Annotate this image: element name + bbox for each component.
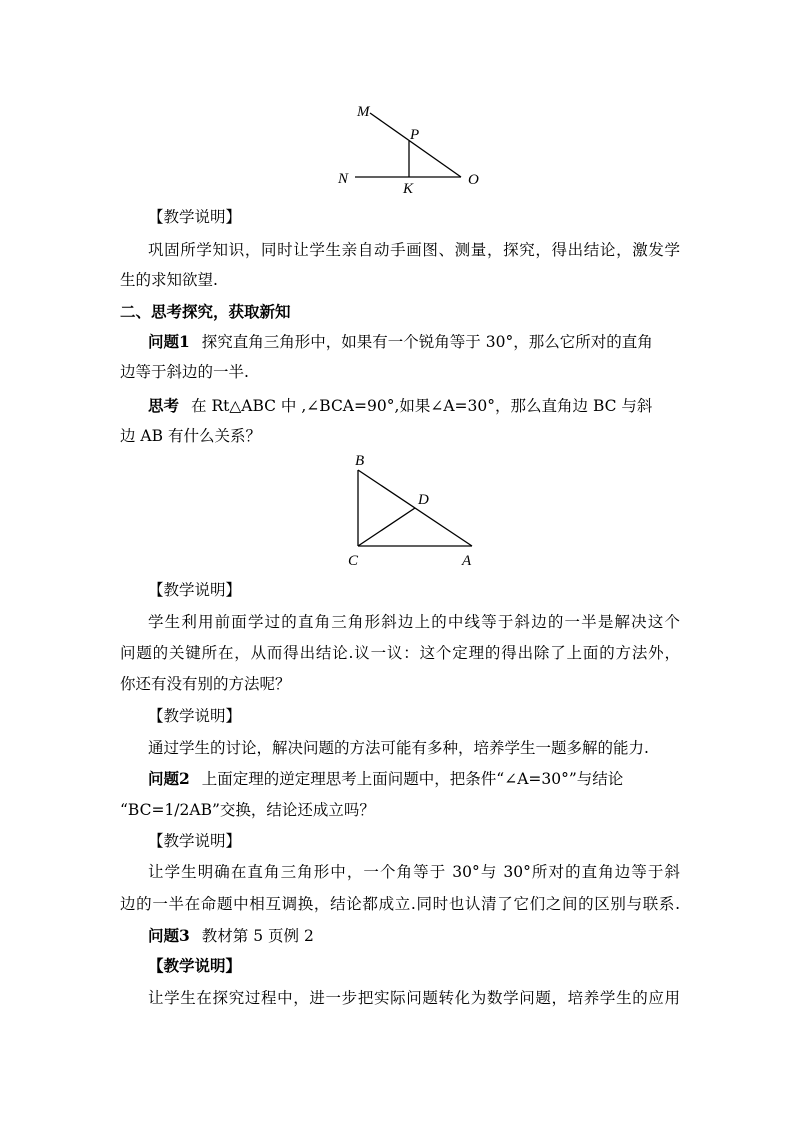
question-text: 探究直角三角形中，如果有一个锐角等于 30°，那么它所对的直角 bbox=[201, 333, 653, 351]
figure-angle-mon bbox=[330, 95, 500, 200]
question-label: 问题3 bbox=[148, 926, 190, 945]
think-prompt bbox=[148, 396, 680, 416]
question-2 bbox=[148, 769, 680, 789]
teaching-note-heading: 【教学说明】 bbox=[148, 707, 242, 725]
question-label: 问题2 bbox=[148, 769, 190, 788]
question-label: 问题1 bbox=[148, 332, 190, 351]
paragraph-line: 让学生明确在直角三角形中，一个角等于 30°与 30°所对的直角边等于斜 bbox=[148, 863, 680, 881]
paragraph-line: 边 AB 有什么关系？ bbox=[120, 427, 261, 445]
figure-triangle-abc bbox=[340, 448, 490, 573]
label-p: P bbox=[410, 127, 420, 143]
paragraph-line: 学生利用前面学过的直角三角形斜边上的中线等于斜边的一半是解决这个 bbox=[148, 613, 680, 631]
teaching-note-heading: 【教学说明】 bbox=[148, 956, 242, 975]
median-cd bbox=[358, 508, 415, 546]
paragraph-line: 边的一半在命题中相互调换，结论都成立.同时也认清了它们之间的区别与联系. bbox=[120, 895, 680, 913]
paragraph-line: 巩固所学知识，同时让学生亲自动手画图、测量，探究，得出结论，激发学 bbox=[148, 241, 680, 259]
think-label: 思考 bbox=[148, 396, 180, 415]
paragraph-line: 问题的关键所在，从而得出结论.议一议：这个定理的得出除了上面的方法外， bbox=[120, 644, 680, 662]
paragraph-line: “BC=1/2AB”交换，结论还成立吗？ bbox=[120, 801, 375, 819]
label-m: M bbox=[357, 104, 370, 120]
line-mo bbox=[370, 113, 461, 177]
paragraph-line: 让学生在探究过程中，进一步把实际问题转化为数学问题，培养学生的应用 bbox=[148, 989, 680, 1007]
teaching-note-heading: 【教学说明】 bbox=[148, 208, 242, 226]
question-text: 教材第 5 页例 2 bbox=[201, 927, 314, 945]
label-a: A bbox=[462, 553, 472, 569]
teaching-note-heading: 【教学说明】 bbox=[148, 581, 242, 599]
question-text: 上面定理的逆定理思考上面问题中，把条件“∠A=30°”与结论 bbox=[201, 770, 624, 788]
label-k: K bbox=[403, 181, 414, 197]
section-heading: 二、思考探究，获取新知 bbox=[120, 302, 291, 321]
question-3 bbox=[148, 926, 708, 946]
paragraph-line: 你还有没有别的方法呢？ bbox=[120, 675, 291, 693]
think-text: 在 Rt△ABC 中 ,∠BCA=90°,如果∠A=30°，那么直角边 BC 与斜 bbox=[191, 397, 653, 415]
paragraph-line: 通过学生的讨论，解决问题的方法可能有多种，培养学生一题多解的能力. bbox=[148, 739, 649, 757]
question-1 bbox=[148, 332, 680, 352]
label-b: B bbox=[355, 453, 365, 469]
paragraph-line: 边等于斜边的一半. bbox=[120, 363, 249, 381]
label-c: C bbox=[348, 553, 359, 569]
label-d: D bbox=[418, 492, 429, 508]
paragraph-line: 生的求知欲望. bbox=[120, 271, 218, 289]
teaching-note-heading: 【教学说明】 bbox=[148, 832, 242, 850]
label-n: N bbox=[338, 171, 349, 187]
label-o: O bbox=[468, 172, 479, 188]
